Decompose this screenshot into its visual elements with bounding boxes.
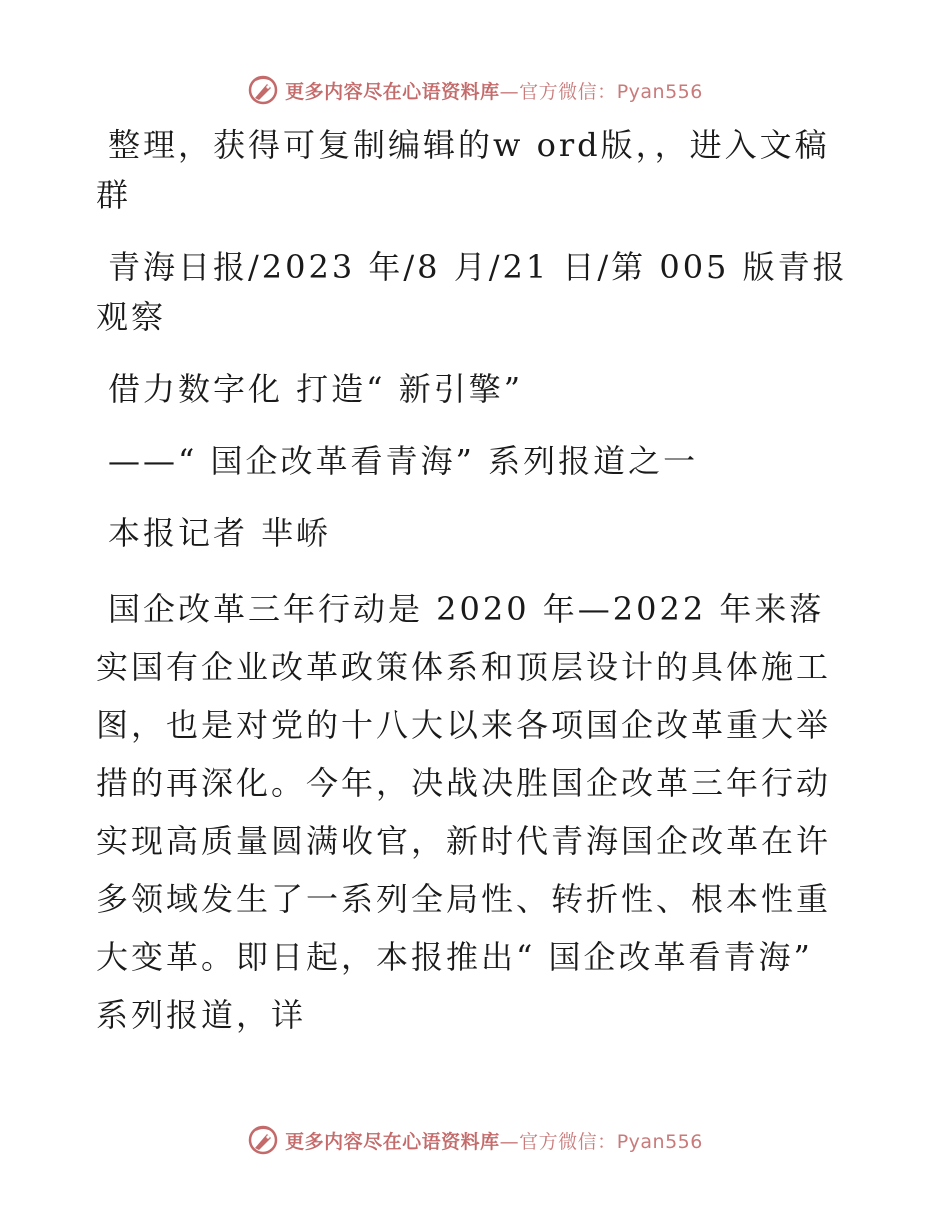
watermark-site-text: 更多内容尽在心语资料库 xyxy=(285,1130,500,1153)
pen-nib-circle-icon xyxy=(247,1124,279,1156)
footer-watermark-banner xyxy=(0,1120,950,1160)
intro-paragraph: 整理，获得可复制编辑的w ord版，，进入文稿群 xyxy=(96,126,830,214)
pen-nib-circle-icon xyxy=(247,74,279,106)
article-subtitle: ——“ 国企改革看青海” 系列报道之一 xyxy=(108,442,699,480)
document-body xyxy=(96,120,856,1044)
watermark-separator: — xyxy=(499,80,520,103)
header-watermark-banner xyxy=(0,70,950,110)
byline: 本报记者 芈峤 xyxy=(108,514,332,552)
watermark-wechat-label: 官方微信： xyxy=(519,1130,617,1153)
article-body-paragraph: 国企改革三年行动是 2020 年—2022 年来落实国有企业改革政策体系和顶层设计的具体施工图，也是对党的十八大以来各项国企改革重大举措的再深化。今年，决战决胜国企改革三年行动实现高质量圆满收官，新时代青海国企改革在许多领域发生了一系列全局性、转折性、根本性重大变革。即日起，本报推出“ 国企改革看青海” 系列报道，详 xyxy=(96,590,832,1034)
watermark-text xyxy=(285,1127,703,1154)
article-title: 借力数字化 打造“ 新引擎” xyxy=(108,370,524,408)
watermark-wechat-id: Pyan556 xyxy=(616,80,703,103)
source-line: 青海日报/2023 年/8 月/21 日/第 005 版青报观察 xyxy=(96,248,848,336)
watermark-wechat-label: 官方微信： xyxy=(519,80,617,103)
watermark-site-text: 更多内容尽在心语资料库 xyxy=(285,80,500,103)
watermark-wechat-id: Pyan556 xyxy=(616,1130,703,1153)
watermark-text xyxy=(285,77,703,104)
watermark-separator: — xyxy=(499,1130,520,1153)
